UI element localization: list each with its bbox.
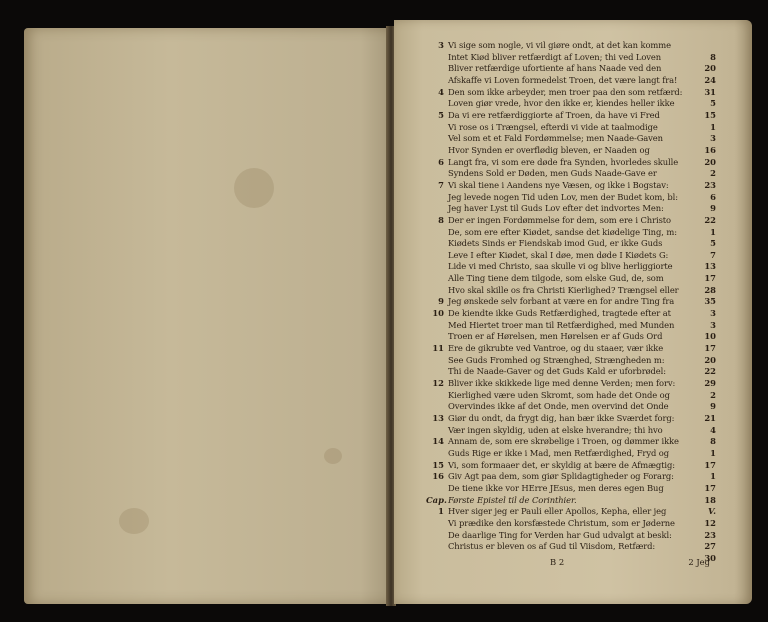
- chapter-number: Cap.: [426, 494, 447, 505]
- line-text: Hvor Synden er overflødig bleven, er Naaden og: [448, 144, 650, 155]
- verse-number: 1: [710, 471, 716, 482]
- line-text: Kiødets Sinds er Fiendskab imod Gud, er ikke Guds: [448, 238, 663, 249]
- verse-number: 30: [704, 552, 716, 563]
- chapter-number: 10: [432, 308, 444, 319]
- verse-number: 29: [704, 378, 716, 389]
- chapter-number: 4: [438, 86, 444, 97]
- verse-number: 20: [704, 354, 716, 365]
- verse-number: 17: [704, 343, 716, 354]
- verse-number: 3: [710, 319, 716, 330]
- line-text: De daarlige Ting for Verden har Gud udvalgt at beskl:: [448, 529, 672, 540]
- line-text: Vi skal tiene i Aandens nye Væsen, og ikke i Bogstav:: [448, 179, 669, 190]
- line-text: Hvo skal skille os fra Christi Kierlighed? Trængsel eller: [448, 284, 679, 295]
- page-stain: [324, 448, 342, 464]
- line-text: Christus er bleven os af Gud til Viisdom, Retfærd:: [448, 541, 656, 552]
- line-text: Vi prædike den korsfæstede Christum, som er Jøderne: [448, 517, 675, 528]
- line-text: Giv Agt paa dem, som giør Splidagtigheder og Forarg:: [448, 471, 674, 482]
- verse-number: 10: [704, 331, 716, 342]
- chapter-number: 3: [438, 40, 444, 50]
- verse-number: 1: [710, 121, 716, 132]
- verse-number: 7: [710, 249, 716, 260]
- verse-number: 18: [704, 494, 716, 505]
- line-text: De, som ere efter Kiødet, sandse det kiødelige Ting, m:: [448, 226, 677, 237]
- chapter-number: 13: [432, 413, 444, 423]
- line-text: Alle Ting tiene dem tilgode, som elske Gud, de, som: [448, 273, 664, 284]
- verse-number: 31: [704, 86, 716, 97]
- chapter-number: 16: [432, 471, 444, 482]
- line-text: Den som ikke arbeyder, men troer paa den som retfærd:: [448, 86, 683, 97]
- line-text: Vel som et et Fald Fordømmelse; men Naade-Gaven: [448, 133, 663, 144]
- left-page: [24, 28, 390, 604]
- chapter-number: 11: [432, 343, 444, 354]
- line-text: Jeg levede nogen Tid uden Lov, men der Budet kom, bl:: [448, 191, 678, 202]
- chapter-number: 8: [438, 214, 444, 225]
- chapter-number: 14: [432, 436, 444, 447]
- line-text: Vær ingen skyldig, uden at elske hverandre; thi hvo: [448, 424, 663, 435]
- line-text: Hver siger jeg er Pauli eller Apollos, Kepha, eller jeg: [448, 506, 667, 517]
- line-text: Thi de Naade-Gaver og det Guds Kald er uforbrødel:: [448, 366, 666, 377]
- chapter-number: 6: [438, 156, 444, 167]
- verse-number: 9: [710, 401, 716, 412]
- verse-number: 3: [710, 308, 716, 319]
- line-text: Bliver retfærdige ufortiente af hans Naade ved den: [448, 63, 662, 74]
- verse-number: 2: [710, 389, 716, 400]
- line-text: Jeg ønskede selv forbant at være en for andre Ting fra: [448, 296, 675, 307]
- verse-number: 35: [704, 296, 716, 307]
- verse-number: 17: [704, 482, 716, 493]
- verse-number: 1: [710, 226, 716, 237]
- line-text: Da vi ere retfærdiggiorte af Troen, da have vi Fred: [448, 109, 660, 120]
- verse-number: 20: [704, 63, 716, 74]
- verse-number: 5: [710, 238, 716, 249]
- verse-number: 13: [704, 261, 716, 272]
- verse-number: 8: [710, 436, 716, 447]
- line-text: Giør du ondt, da frygt dig, han bær ikke Sværdet forg:: [448, 413, 675, 423]
- verse-number: 16: [704, 144, 716, 155]
- line-text: Jeg haver Lyst til Guds Lov efter det indvortes Men:: [448, 203, 664, 214]
- line-text: Vi rose os i Trængsel, efterdi vi vide at taalmodige: [448, 121, 658, 132]
- chapter-number: 1: [438, 506, 444, 517]
- chapter-number: 5: [438, 109, 444, 120]
- verse-number: 20: [704, 156, 716, 167]
- verse-number: 22: [704, 366, 716, 377]
- page-stain: [234, 168, 274, 208]
- verse-number: 23: [704, 529, 716, 540]
- line-text: De tiene ikke vor HErre JEsus, men deres egen Bug: [448, 482, 664, 493]
- verse-number: 8: [710, 51, 716, 62]
- line-text: Der er ingen Fordømmelse for dem, som ere i Christo: [448, 214, 671, 225]
- verse-number: 2: [710, 168, 716, 179]
- verse-number: 9: [710, 203, 716, 214]
- line-text: Langt fra, vi som ere døde fra Synden, hvorledes skulle: [448, 156, 679, 167]
- verse-number: 3: [710, 133, 716, 144]
- line-text: Kierlighed være uden Skromt, som hade det Onde og: [448, 389, 670, 400]
- verse-number: 23: [704, 179, 716, 190]
- verse-number: 6: [710, 191, 716, 202]
- verse-number: 17: [704, 273, 716, 284]
- line-text: Ere de gikrubte ved Vantroe, og du staaer, vær ikke: [448, 343, 664, 354]
- line-text: Bliver ikke skikkede lige med denne Verden; men forv:: [448, 378, 676, 389]
- line-text: Troen er af Hørelsen, men Hørelsen er af Guds Ord: [448, 331, 663, 342]
- verse-number: V.: [708, 506, 716, 517]
- line-text: Vi sige som nogle, vi vil giøre ondt, at det kan komme: [448, 40, 671, 50]
- page-footer: [550, 557, 710, 569]
- chapter-number: 12: [432, 378, 444, 389]
- verse-number: 15: [704, 109, 716, 120]
- catchword: 2 Jeg: [688, 557, 710, 567]
- line-text: Leve I efter Kiødet, skal I døe, men døde I Kiødets G:: [448, 249, 669, 260]
- verse-number: 27: [704, 541, 716, 552]
- line-text: Guds Rige er ikke i Mad, men Retfærdighed, Fryd og: [448, 447, 669, 458]
- line-text: Afskaffe vi Loven formedelst Troen, det være langt fra!: [448, 74, 678, 85]
- line-text: Loven giør vrede, hvor den ikke er, kiendes heller ikke: [448, 98, 675, 109]
- line-text: Intet Kiød bliver retfærdigt af Loven; thi ved Loven: [448, 51, 662, 62]
- verse-number: 17: [704, 459, 716, 470]
- verse-number: 28: [704, 284, 716, 295]
- line-text: Første Epistel til de Corinthier.: [448, 494, 577, 505]
- line-text: Syndens Sold er Døden, men Guds Naade-Gave er: [448, 168, 657, 179]
- line-text: Lide vi med Christo, saa skulle vi og blive herliggiorte: [448, 261, 673, 272]
- verse-number: 1: [710, 447, 716, 458]
- line-text: Annam de, som ere skrøbelige i Troen, og dømmer ikke: [448, 436, 679, 447]
- line-text: Vi, som formaaer det, er skyldig at bære de Afmægtig:: [448, 459, 675, 470]
- verse-number: 24: [704, 74, 716, 85]
- chapter-number: 7: [438, 179, 444, 190]
- chapter-number: 15: [432, 459, 444, 470]
- chapter-number: 9: [438, 296, 444, 307]
- signature-mark: B 2: [550, 557, 565, 567]
- line-text: Med Hiertet troer man til Retfærdighed, med Munden: [448, 319, 675, 330]
- verse-number: 22: [704, 214, 716, 225]
- page-stain: [119, 508, 149, 534]
- line-text: De kiendte ikke Guds Retfærdighed, tragtede efter at: [448, 308, 671, 319]
- verse-number: 5: [710, 98, 716, 109]
- line-text: See Guds Fromhed og Strænghed, Strængheden m:: [448, 354, 665, 365]
- verse-number: 4: [710, 424, 716, 435]
- verse-number: 21: [704, 413, 716, 424]
- line-text: Overvindes ikke af det Onde, men overvind det Onde: [448, 401, 669, 412]
- verse-number: 12: [704, 517, 716, 528]
